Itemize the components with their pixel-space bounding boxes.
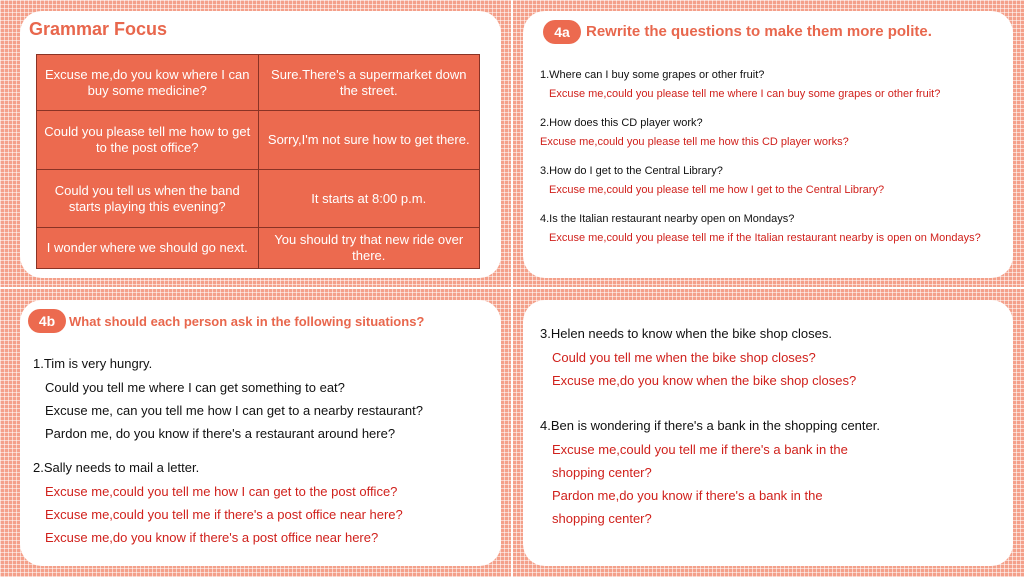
table-row bbox=[37, 170, 480, 228]
grammar-focus-title: Grammar Focus bbox=[29, 19, 168, 39]
grammar-focus-table bbox=[36, 54, 480, 269]
table-cell-question: I wonder where we should go next. bbox=[37, 228, 259, 269]
question-text: 1.Where can I buy some grapes or other fruit? bbox=[540, 69, 765, 81]
section-4b-title: What should each person ask in the following situations? bbox=[69, 314, 425, 329]
section-4a-title: Rewrite the questions to make them more polite. bbox=[586, 23, 932, 40]
question-text: 4.Is the Italian restaurant nearby open on Mondays? bbox=[540, 213, 795, 225]
table-cell-question: Could you please tell me how to get to the post office? bbox=[37, 111, 259, 170]
answer-text: Excuse me,could you please tell me how this CD player works? bbox=[540, 136, 849, 148]
table-row bbox=[37, 55, 480, 111]
table-cell-answer: Sure.There's a supermarket down the street. bbox=[258, 55, 480, 111]
answer-text: Excuse me,do you know when the bike shop closes? bbox=[552, 373, 857, 388]
table-cell-question: Excuse me,do you kow where I can buy some medicine? bbox=[37, 55, 259, 111]
answer-text: Excuse me,do you know if there's a post office near here? bbox=[45, 530, 379, 545]
section-4b-continued-panel bbox=[523, 300, 1013, 566]
horizontal-divider bbox=[0, 287, 1024, 289]
table-cell-answer: It starts at 8:00 p.m. bbox=[258, 170, 480, 228]
situation-text: 3.Helen needs to know when the bike shop closes. bbox=[540, 326, 832, 341]
answer-text: Excuse me,could you please tell me how I get to the Central Library? bbox=[549, 184, 885, 196]
situation-list bbox=[540, 322, 920, 530]
situation-text: 2.Sally needs to mail a letter. bbox=[33, 460, 200, 475]
question-text: 2.How does this CD player work? bbox=[540, 117, 703, 129]
list-item bbox=[540, 116, 849, 149]
situation-text: 1.Tim is very hungry. bbox=[33, 356, 153, 371]
section-4a-panel bbox=[523, 11, 1013, 278]
example-answer: Excuse me, can you tell me how I can get to a nearby restaurant? bbox=[45, 403, 423, 418]
situation-text: 4.Ben is wondering if there's a bank in the shopping center. bbox=[540, 418, 880, 433]
table-row bbox=[37, 228, 480, 269]
question-text: 3.How do I get to the Central Library? bbox=[540, 165, 723, 177]
list-item bbox=[540, 164, 884, 197]
example-answer: Could you tell me where I can get something to eat? bbox=[45, 380, 345, 395]
example-answer: Pardon me, do you know if there's a restaurant around here? bbox=[45, 426, 396, 441]
answer-text: Excuse me,could you please tell me where I can buy some grapes or other fruit? bbox=[549, 88, 941, 100]
table-cell-question: Could you tell us when the band starts playing this evening? bbox=[37, 170, 259, 228]
table-cell-answer: Sorry,I'm not sure how to get there. bbox=[258, 111, 480, 170]
answer-text: Pardon me,do you know if there's a bank in the shopping center? bbox=[552, 488, 823, 526]
grammar-focus-panel bbox=[20, 11, 501, 278]
section-4b-panel bbox=[20, 300, 501, 566]
answer-text: Excuse me,could you tell me if there's a bank in the shopping center? bbox=[552, 442, 848, 480]
answer-text: Could you tell me when the bike shop closes? bbox=[552, 350, 816, 365]
table-row bbox=[37, 111, 480, 170]
section-4b-badge: 4b bbox=[28, 309, 66, 333]
answer-text: Excuse me,could you tell me how I can get to the post office? bbox=[45, 484, 398, 499]
answer-text: Excuse me,could you please tell me if the Italian restaurant nearby is open on Mondays? bbox=[549, 232, 981, 244]
section-4a-badge: 4a bbox=[543, 20, 581, 44]
list-item bbox=[540, 212, 981, 245]
answer-text: Excuse me,could you tell me if there's a post office near here? bbox=[45, 507, 403, 522]
list-item bbox=[540, 68, 940, 101]
table-cell-answer: You should try that new ride over there. bbox=[258, 228, 480, 269]
situation-list bbox=[33, 352, 423, 549]
